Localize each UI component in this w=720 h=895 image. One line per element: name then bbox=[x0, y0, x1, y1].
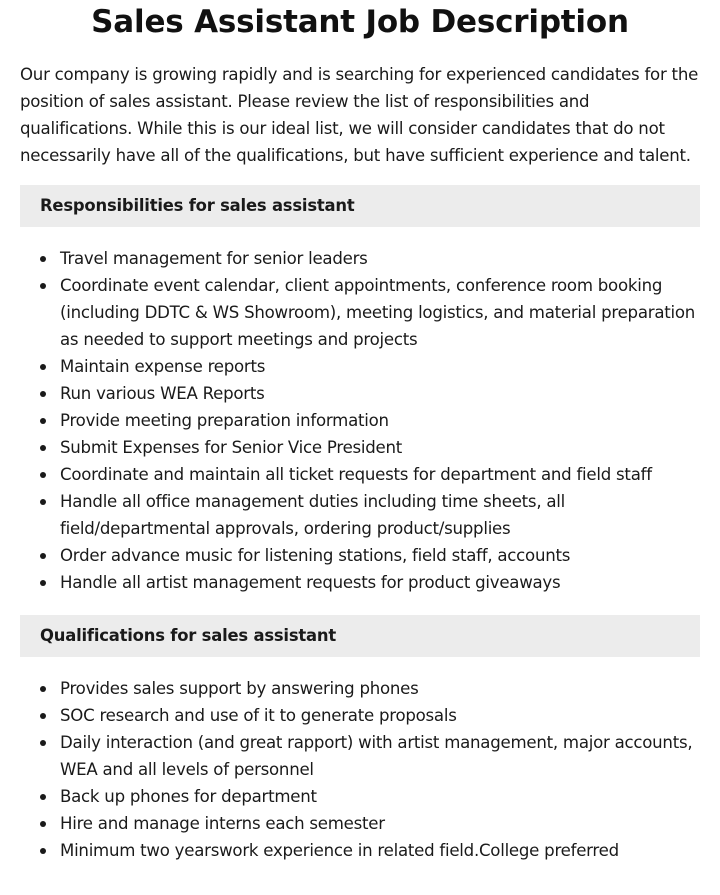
qualifications-list bbox=[20, 675, 700, 864]
list-item-text: SOC research and use of it to generate proposals bbox=[60, 706, 457, 725]
list-item-text: Coordinate event calendar, client appointments, conference room booking (including DDTC & WS Showroom), meeting logistics, and material preparation as needed to support meetings and projects bbox=[60, 276, 696, 349]
list-item bbox=[20, 461, 700, 488]
bullet-icon bbox=[40, 740, 46, 746]
list-item-text: Run various WEA Reports bbox=[60, 384, 265, 403]
list-item bbox=[20, 380, 700, 407]
list-item bbox=[20, 837, 700, 864]
bullet-icon bbox=[40, 580, 46, 586]
list-item-text: Maintain expense reports bbox=[60, 357, 266, 376]
list-item-text: Daily interaction (and great rapport) with artist management, major accounts, WEA and all levels of personnel bbox=[60, 733, 693, 779]
bullet-icon bbox=[40, 418, 46, 424]
bullet-icon bbox=[40, 686, 46, 692]
bullet-icon bbox=[40, 364, 46, 370]
intro-paragraph: Our company is growing rapidly and is searching for experienced candidates for the position of sales assistant. Please review the list of responsibilities and qualifications. While this is our ideal list, we will consider candidates that do not necessarily have all of the qualifications, but have sufficient experience and talent. bbox=[20, 65, 699, 165]
list-item-text: Hire and manage interns each semester bbox=[60, 814, 385, 833]
list-item bbox=[20, 272, 700, 353]
page-title: Sales Assistant Job Description bbox=[91, 4, 629, 40]
qualifications-heading: Qualifications for sales assistant bbox=[20, 615, 700, 657]
bullet-icon bbox=[40, 445, 46, 451]
list-item-text: Provide meeting preparation information bbox=[60, 411, 389, 430]
bullet-icon bbox=[40, 553, 46, 559]
responsibilities-heading: Responsibilities for sales assistant bbox=[20, 185, 700, 227]
list-item-text: Provides sales support by answering phones bbox=[60, 679, 419, 698]
list-item bbox=[20, 702, 700, 729]
list-item-text: Handle all office management duties including time sheets, all field/departmental approvals, ordering product/supplies bbox=[60, 492, 566, 538]
list-item-text: Travel management for senior leaders bbox=[60, 249, 368, 268]
list-item-text: Back up phones for department bbox=[60, 787, 317, 806]
list-item bbox=[20, 407, 700, 434]
responsibilities-list bbox=[20, 245, 700, 596]
bullet-icon bbox=[40, 256, 46, 262]
list-item bbox=[20, 783, 700, 810]
list-item-text: Handle all artist management requests for product giveaways bbox=[60, 573, 561, 592]
bullet-icon bbox=[40, 283, 46, 289]
bullet-icon bbox=[40, 821, 46, 827]
bullet-icon bbox=[40, 848, 46, 854]
list-item-text: Submit Expenses for Senior Vice President bbox=[60, 438, 403, 457]
list-item bbox=[20, 542, 700, 569]
list-item bbox=[20, 488, 700, 542]
list-item bbox=[20, 675, 700, 702]
list-item-text: Coordinate and maintain all ticket requests for department and field staff bbox=[60, 465, 652, 484]
list-item bbox=[20, 810, 700, 837]
list-item bbox=[20, 434, 700, 461]
list-item-text: Order advance music for listening stations, field staff, accounts bbox=[60, 546, 571, 565]
list-item-text: Minimum two yearswork experience in related field.College preferred bbox=[60, 841, 619, 860]
bullet-icon bbox=[40, 391, 46, 397]
bullet-icon bbox=[40, 499, 46, 505]
list-item bbox=[20, 353, 700, 380]
bullet-icon bbox=[40, 472, 46, 478]
list-item bbox=[20, 729, 700, 783]
bullet-icon bbox=[40, 794, 46, 800]
list-item bbox=[20, 569, 700, 596]
bullet-icon bbox=[40, 713, 46, 719]
list-item bbox=[20, 245, 700, 272]
